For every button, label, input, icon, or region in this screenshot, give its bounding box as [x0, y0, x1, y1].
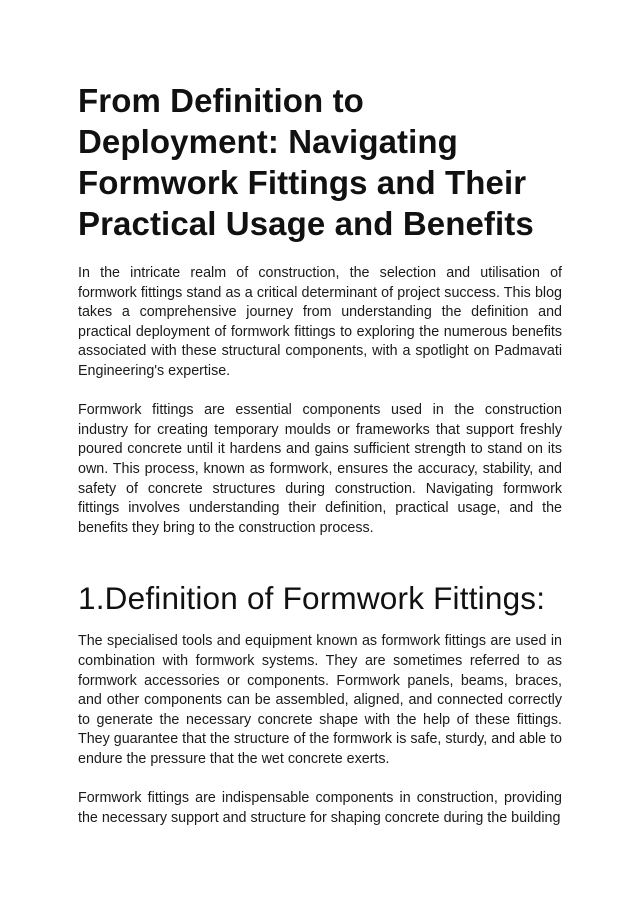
- intro-paragraph: In the intricate realm of construction, the selection and utilisation of formwork fittings stand as a critical determinant of project success. This blog takes a comprehensive journey from understanding the definition and practical deployment of formwork fittings to exploring the numerous benefits associated with these structural components, with a spotlight on Padmavati Engineering's expertise.: [78, 265, 562, 379]
- definition-paragraph: The specialised tools and equipment known as formwork fittings are used in combination with formwork systems. They are sometimes referred to as formwork accessories or components. Formwork panels, beams, braces, and other components can be assembled, aligned, and connected correctly to generate the necessary concrete shape with the help of these fittings. They guarantee that the structure of the formwork is safe, sturdy, and able to endure the pressure that the wet concrete exerts.: [78, 633, 562, 767]
- overview-paragraph: Formwork fittings are essential components used in the construction industry for creating temporary moulds or frameworks that support freshly poured concrete until it hardens and gains sufficient strength to stand on its own. This process, known as formwork, ensures the accuracy, stability, and safety of concrete structures during construction. Navigating formwork fittings involves understanding their definition, practical usage, and the benefits they bring to the construction process.: [78, 402, 562, 536]
- section-heading-definition: 1.Definition of Formwork Fittings:: [78, 580, 546, 617]
- document-title: From Definition to Deployment: Navigating Formwork Fittings and Their Practical Usage and Benefits: [78, 82, 534, 242]
- definition-paragraph-continued: Formwork fittings are indispensable components in construction, providing the necessary support and structure for shaping concrete during the building: [78, 790, 562, 826]
- document-page: [78, 80, 562, 828]
